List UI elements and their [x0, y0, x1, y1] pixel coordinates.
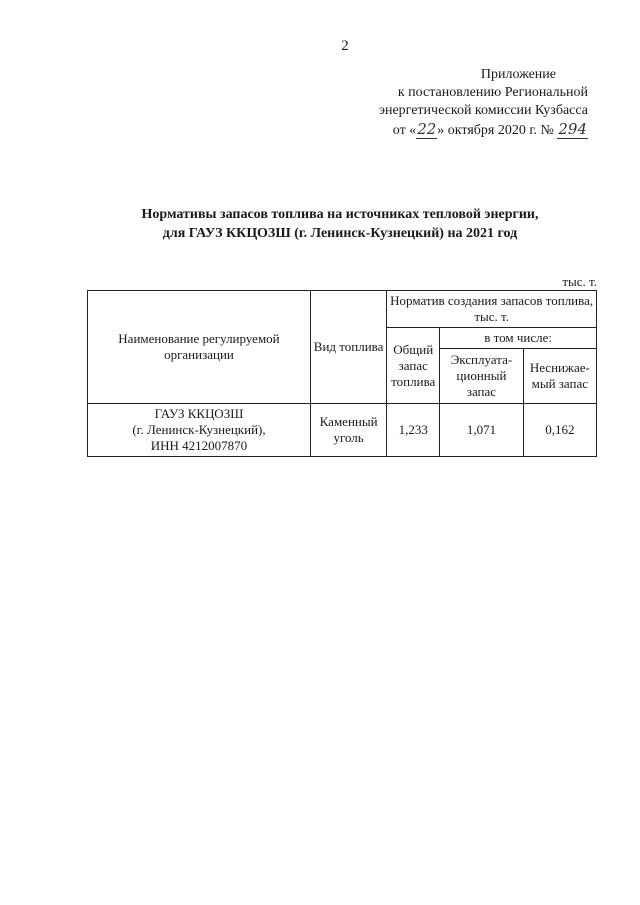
appendix-block	[328, 66, 588, 140]
org-cell	[88, 404, 311, 457]
table-row	[88, 404, 597, 457]
title-line-2: для ГАУЗ ККЦОЗШ (г. Ленинск-Кузнецкий) на 2021 год	[162, 226, 518, 241]
fuel-type-cell: Каменный уголь	[310, 404, 386, 457]
org-inn: ИНН 4212007870	[150, 438, 248, 453]
appendix-date-line	[328, 120, 588, 140]
header-operational: Эксплуата-ционный запас	[440, 349, 523, 404]
header-minimum: Неснижае-мый запас	[523, 349, 596, 404]
date-day: 22	[417, 120, 437, 138]
appendix-resolution: к постановлению Региональной	[397, 85, 588, 100]
fuel-norms-table	[87, 290, 597, 457]
title-line-1: Нормативы запасов топлива на источниках тепловой энергии,	[141, 207, 539, 222]
doc-number: 294	[558, 120, 587, 138]
date-suffix: » октября 2020 г. №	[437, 123, 554, 138]
header-org: Наименование регулируемой организации	[88, 291, 311, 404]
document-title	[90, 205, 590, 243]
total-value-cell: 1,233	[387, 404, 440, 457]
appendix-label: Приложение	[480, 67, 556, 82]
org-name: ГАУЗ ККЦОЗШ	[154, 406, 244, 421]
appendix-commission: энергетической комиссии Кузбасса	[378, 103, 588, 118]
minimum-value-cell: 0,162	[523, 404, 596, 457]
header-total: Общий запас топлива	[387, 328, 440, 404]
header-including: в том числе:	[440, 328, 597, 349]
header-fuel: Вид топлива	[310, 291, 386, 404]
header-row-1	[88, 291, 597, 328]
header-norm-group: Норматив создания запасов топлива, тыс. т.	[387, 291, 597, 328]
units-label: тыс. т.	[562, 274, 597, 289]
org-city: (г. Ленинск-Кузнецкий),	[132, 422, 266, 437]
page-number: 2	[341, 38, 349, 54]
operational-value-cell: 1,071	[440, 404, 523, 457]
date-prefix: от «	[392, 123, 417, 138]
